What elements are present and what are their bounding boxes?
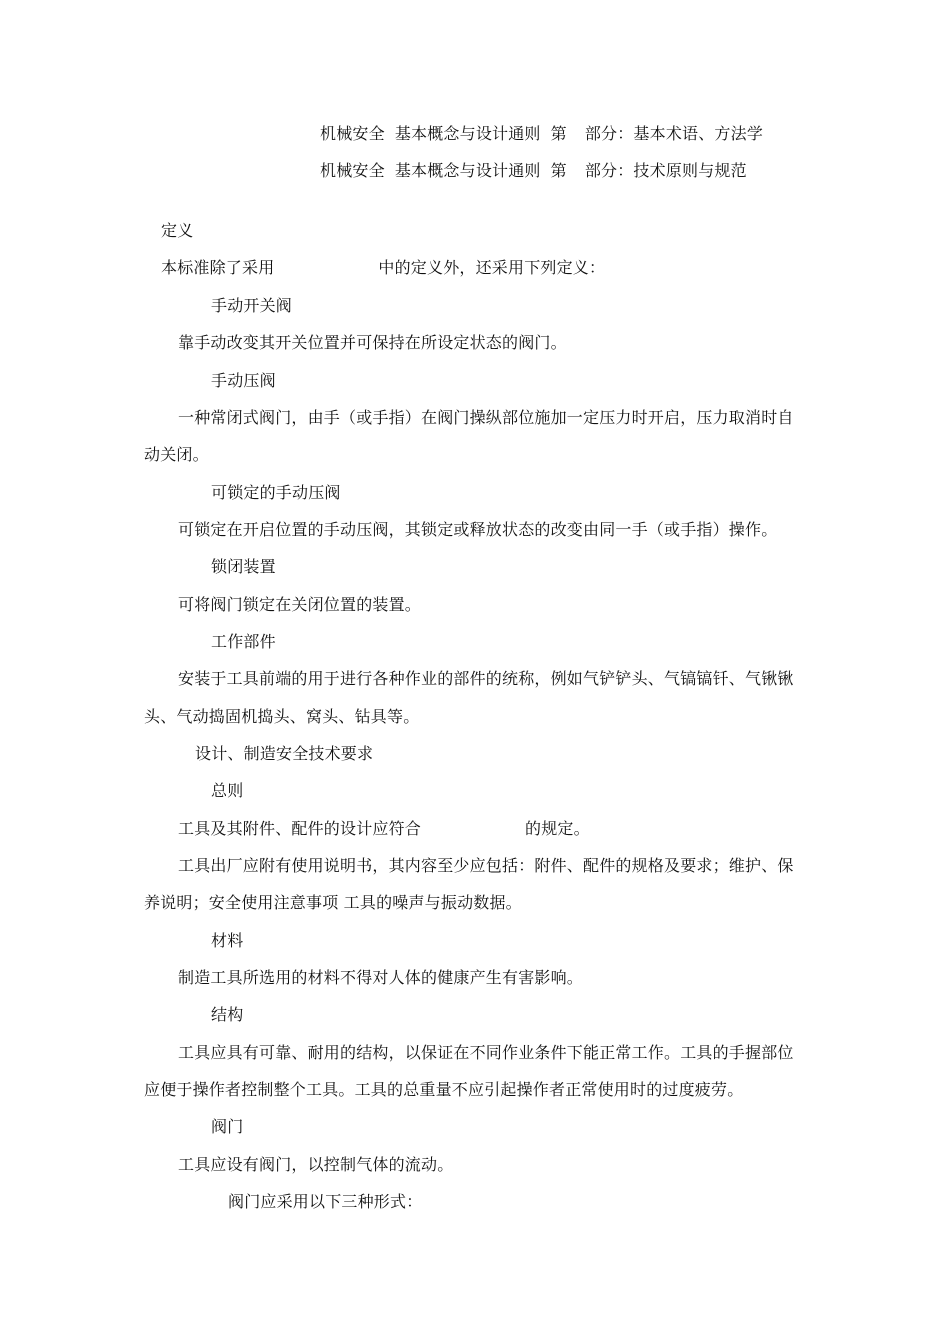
intro-text: 本标准除了采用 bbox=[161, 258, 275, 277]
reference-text: 机械安全 bbox=[320, 161, 385, 180]
term-definition: 靠手动改变其开关位置并可保持在所设定状态的阀门。 bbox=[178, 333, 567, 352]
term-definition: 动关闭。 bbox=[144, 445, 209, 464]
term-title: 工作部件 bbox=[211, 632, 276, 651]
subsection-title-structure: 结构 bbox=[211, 1005, 244, 1024]
term-definition: 一种常闭式阀门，由手（或手指）在阀门操纵部位施加一定压力时开启，压力取消时自 bbox=[178, 408, 794, 427]
reference-text: 部分：技术原则与规范 bbox=[584, 161, 747, 180]
paragraph-text: 工具及其附件、配件的设计应符合 bbox=[178, 819, 422, 838]
structure-paragraph: 应便于操作者控制整个工具。工具的总重量不应引起操作者正常使用时的过度疲劳。 bbox=[144, 1080, 744, 1099]
term-definition: 可将阀门锁定在关闭位置的装置。 bbox=[178, 595, 422, 614]
reference-text: 基本概念与设计通则 bbox=[394, 161, 541, 180]
subsection-title-general: 总则 bbox=[211, 781, 244, 800]
term-definition: 安装于工具前端的用于进行各种作业的部件的统称，例如气铲铲头、气镐镐钎、气锹锹 bbox=[178, 669, 794, 688]
valve-paragraph: 工具应设有阀门，以控制气体的流动。 bbox=[178, 1155, 454, 1174]
term-title: 可锁定的手动压阀 bbox=[211, 483, 341, 502]
general-paragraph-1 bbox=[178, 819, 590, 839]
intro-text: 中的定义外，还采用下列定义： bbox=[378, 258, 606, 277]
valve-forms-line: 阀门应采用以下三种形式： bbox=[228, 1192, 423, 1211]
term-title: 手动开关阀 bbox=[211, 296, 293, 315]
term-definition: 头、气动捣固机捣头、窝头、钻具等。 bbox=[144, 707, 420, 726]
reference-line-1 bbox=[320, 124, 763, 144]
reference-text: 第 bbox=[550, 161, 567, 180]
structure-paragraph: 工具应具有可靠、耐用的结构，以保证在不同作业条件下能正常工作。工具的手握部位 bbox=[178, 1043, 794, 1062]
term-title: 手动压阀 bbox=[211, 371, 276, 390]
section-heading-requirements: 设计、制造安全技术要求 bbox=[195, 744, 374, 763]
reference-text: 基本概念与设计通则 bbox=[394, 124, 541, 143]
subsection-title-material: 材料 bbox=[211, 931, 244, 950]
subsection-title-valve: 阀门 bbox=[211, 1117, 244, 1136]
reference-text: 机械安全 bbox=[320, 124, 385, 143]
reference-line-2 bbox=[320, 161, 747, 181]
definitions-intro bbox=[161, 258, 605, 278]
material-paragraph: 制造工具所选用的材料不得对人体的健康产生有害影响。 bbox=[178, 968, 584, 987]
general-paragraph-2: 养说明；安全使用注意事项 工具的噪声与振动数据。 bbox=[144, 893, 522, 912]
reference-text: 部分：基本术语、方法学 bbox=[584, 124, 764, 143]
reference-text: 第 bbox=[550, 124, 567, 143]
term-definition: 可锁定在开启位置的手动压阀，其锁定或释放状态的改变由同一手（或手指）操作。 bbox=[178, 520, 778, 539]
general-paragraph-2: 工具出厂应附有使用说明书，其内容至少应包括：附件、配件的规格及要求；维护、保 bbox=[178, 856, 794, 875]
paragraph-text: 的规定。 bbox=[525, 819, 590, 838]
section-heading-definitions: 定义 bbox=[161, 221, 194, 240]
term-title: 锁闭装置 bbox=[211, 557, 276, 576]
